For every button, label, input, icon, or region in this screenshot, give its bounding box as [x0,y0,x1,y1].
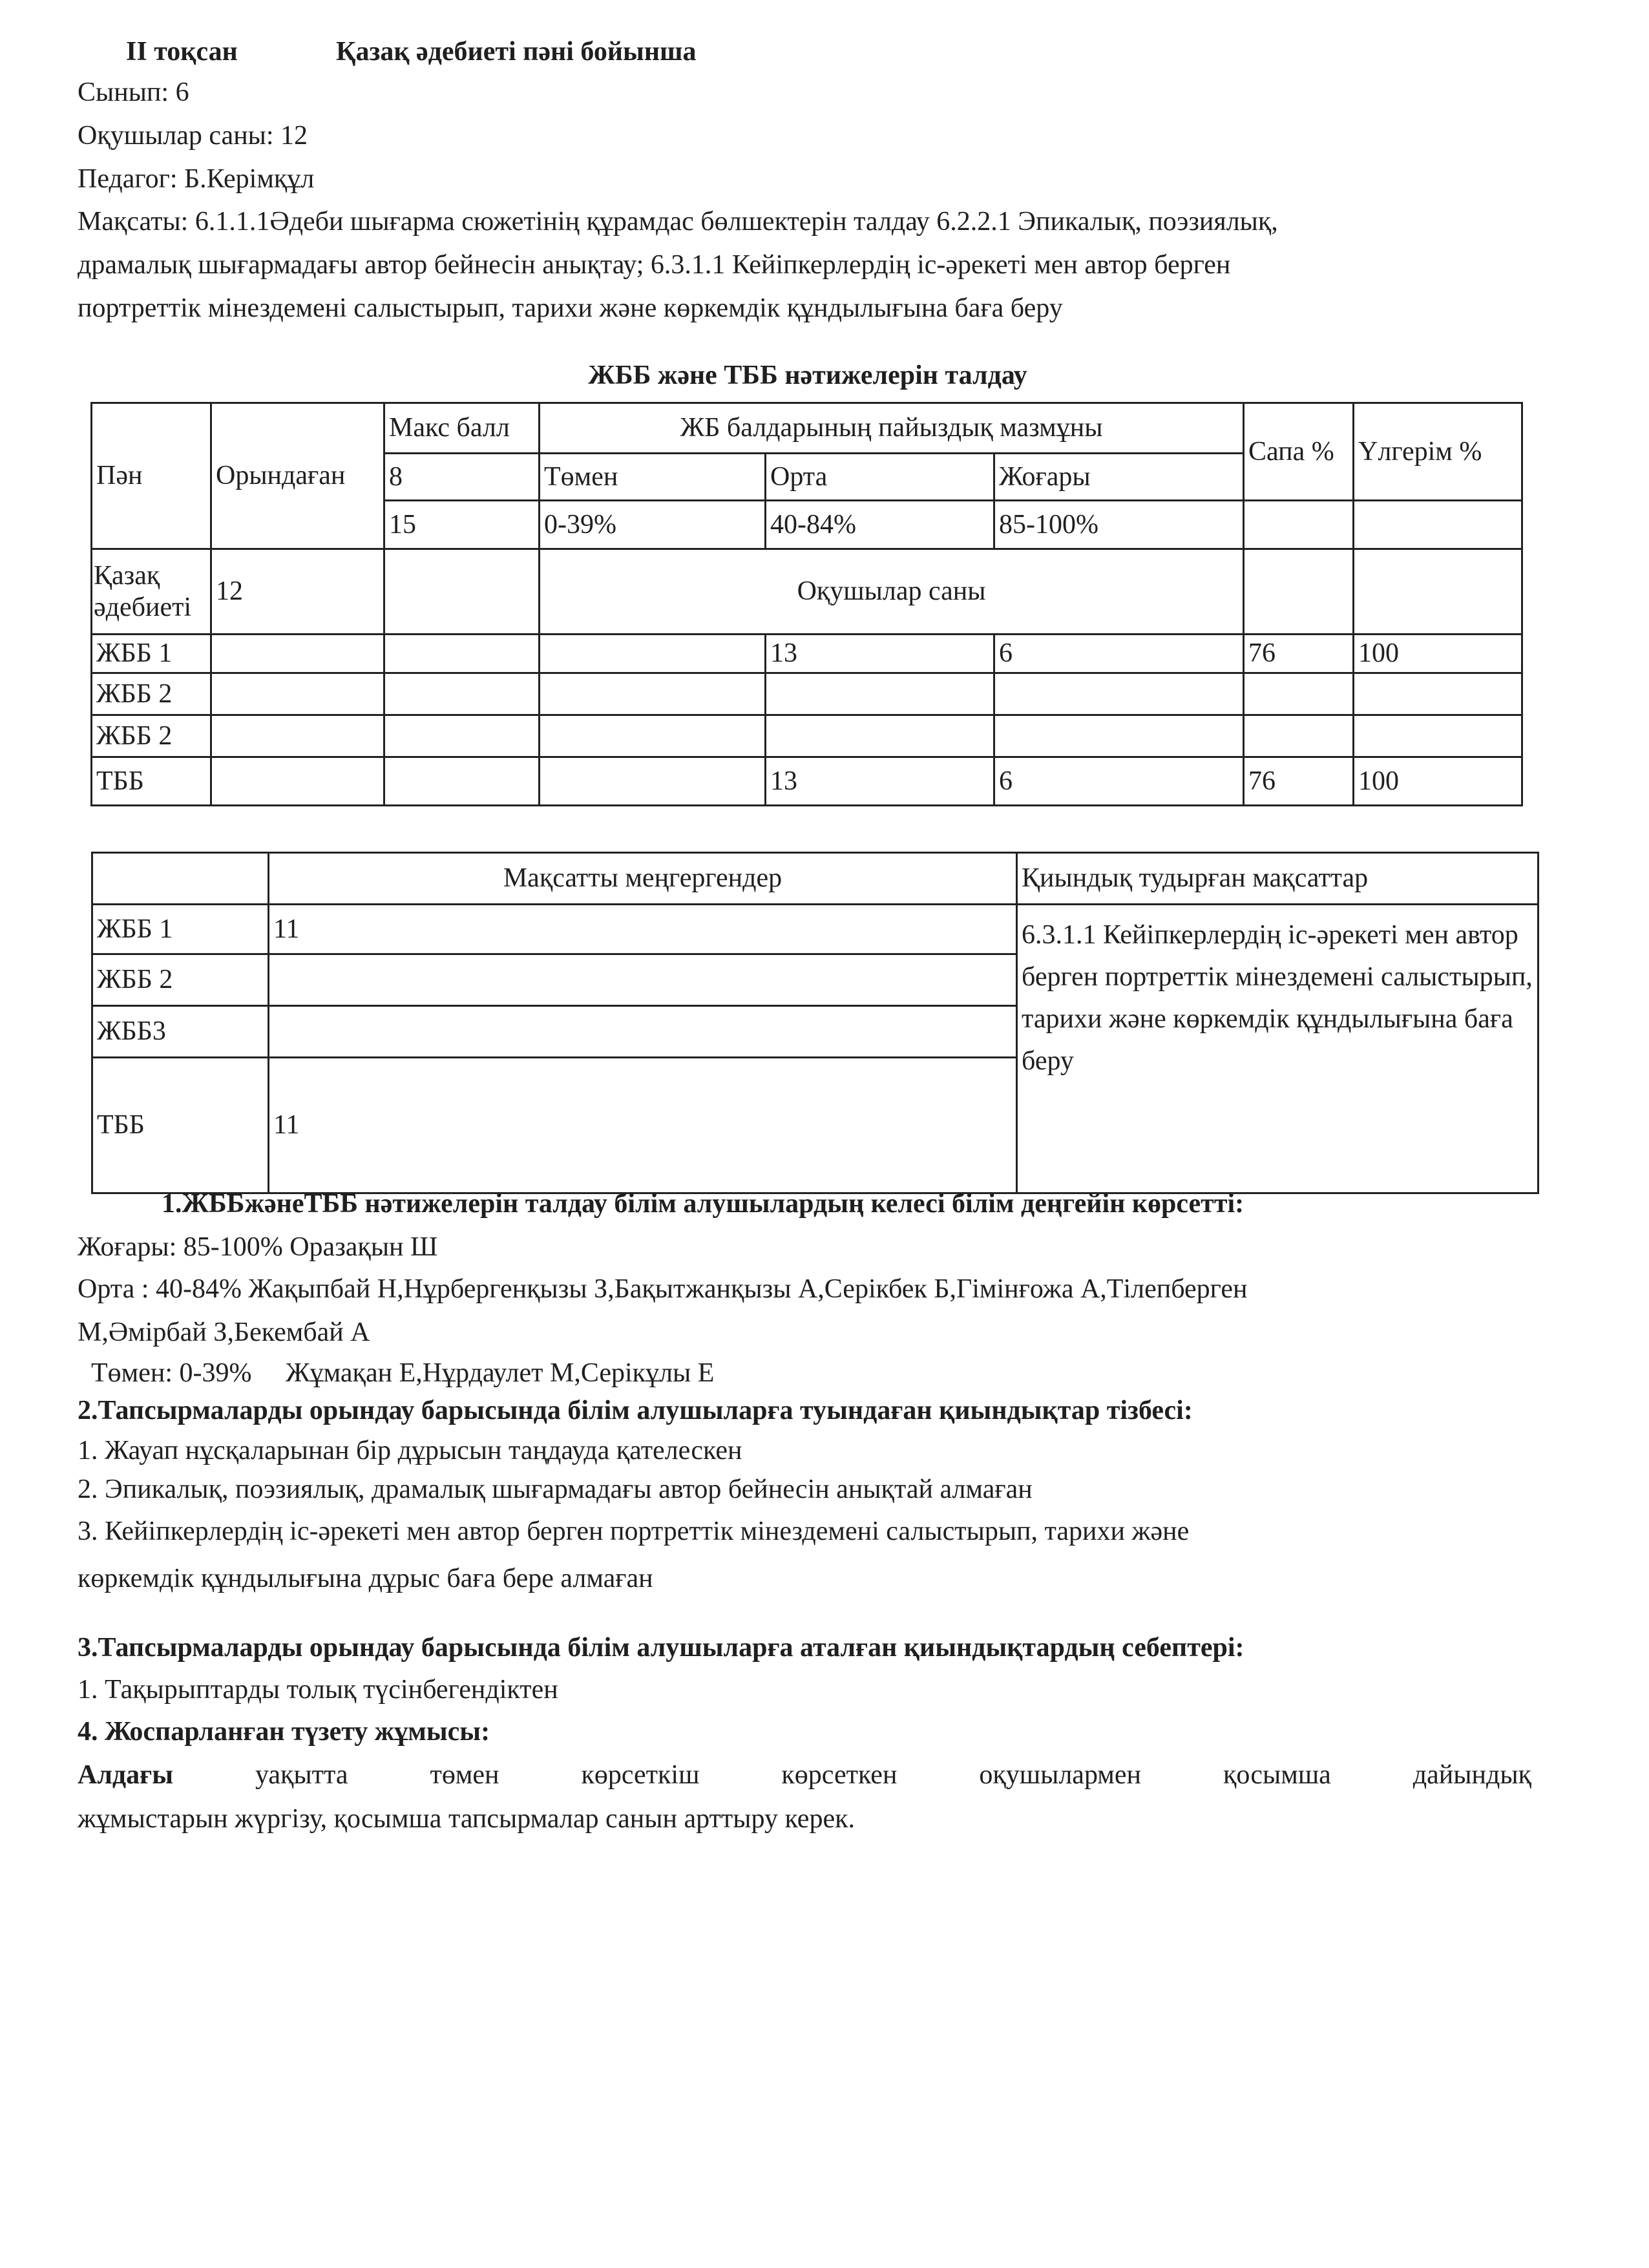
row-name: ТББ [92,757,211,806]
row-mid: 13 [766,757,994,806]
quarter-title: II тоқсан [126,37,238,67]
correction-word: көрсеткен [781,1760,898,1790]
row-performed [211,673,384,715]
row-quality: 76 [1244,635,1354,673]
students-count-cell: Оқушылар саны [540,549,1244,635]
row-name: ЖББ 2 [92,954,269,1006]
row-mid: 13 [766,635,994,673]
results-table [90,402,1523,806]
max-score-tbb: 15 [384,501,540,549]
subject-quality-blank [1244,549,1354,635]
high-range: 85-100% [994,501,1244,549]
header-progress: Үлгерім % [1354,403,1522,501]
difficulty-item-1: 1. Жауап нұсқаларынан бір дұрысын таңдауда қателескен [78,1436,742,1465]
correction-word: көрсеткіш [581,1760,700,1790]
max-score-jbb: 8 [384,454,540,501]
row-name: ЖББ3 [92,1006,269,1058]
section2-title: 2.Тапсырмаларды орындау барысында білім алушыларға туындаған қиындықтар тізбесі: [78,1396,1193,1425]
goals-line-3: портреттік мінездемені салыстырып, тарихи және көркемдік құндылығына баға беру [78,293,1063,323]
row-progress: 100 [1354,757,1522,806]
header-subject: Пән [92,403,211,549]
level-low: Төмен: 0-39% Жұмақан Е,Нұрдаулет М,Серікұлы Е [78,1358,715,1388]
header-difficult: Қиындық тудырған мақсаттар [1017,853,1539,905]
low-range: 0-39% [540,501,766,549]
students-count-label: Оқушылар саны: 12 [78,121,308,151]
row-max [384,635,540,673]
table-row [92,673,1522,715]
row-low [540,757,766,806]
row-max [384,757,540,806]
row-progress [1354,673,1522,715]
header-percent-content: ЖБ балдарының пайыздық мазмұны [540,403,1244,454]
row-mastered [269,1006,1017,1058]
row-low [540,673,766,715]
row-performed [211,635,384,673]
subject-title: Қазақ әдебиеті пәні бойынша [336,37,697,67]
quality-blank [1244,501,1354,549]
header-high: Жоғары [994,454,1244,501]
header-max-score: Макс балл [384,403,540,454]
table-row [92,715,1522,757]
correction-word: қосымша [1223,1760,1331,1790]
section4-title: 4. Жоспарланған түзету жұмысы: [78,1717,490,1747]
difficult-goal-text: 6.3.1.1 Кейіпкерлердің іс-әрекеті мен автор берген портреттік мінездемені салыстырып, тарихи және көркемдік құндылығына баға беру [1017,905,1539,1193]
row-mid [766,715,994,757]
correction-word: уақытта [255,1760,348,1790]
header-performed: Орындаған [211,403,384,549]
row-quality: 76 [1244,757,1354,806]
row-mastered: 11 [269,1058,1017,1193]
difficulty-item-2: 2. Эпикалық, поэзиялық, драмалық шығармадағы автор бейнесін анықтай алмаған [78,1475,1033,1504]
correction-line-2: жұмыстарын жүргізу, қосымша тапсырмалар санын арттыру керек. [78,1804,855,1834]
header-low: Төмен [540,454,766,501]
reason-item-1: 1. Тақырыптарды толық түсінбегендіктен [78,1675,558,1705]
row-low [540,715,766,757]
subject-progress-blank [1354,549,1522,635]
level-high: Жоғары: 85-100% Оразақын Ш [78,1232,438,1262]
subject-performed: 12 [211,549,384,635]
section3-title: 3.Тапсырмаларды орындау барысында білім алушыларға аталған қиындықтардың себептері: [78,1633,1245,1663]
level-mid-line-2: М,Әмірбай З,Бекембай А [78,1318,370,1347]
section1-title: 1.ЖББжәнеТББ нәтижелерін талдау білім алушылардың келесі білім деңгейін көрсетті: [162,1189,1245,1219]
row-high [994,673,1244,715]
row-max [384,673,540,715]
row-name: ЖББ 2 [92,715,211,757]
header-mastered: Мақсатты меңгергендер [269,853,1017,905]
subject-max-blank [384,549,540,635]
row-mid [766,673,994,715]
row-name: ТББ [92,1058,269,1193]
row-performed [211,715,384,757]
teacher-label: Педагог: Б.Керімқұл [78,164,315,194]
subject-name: Қазақ әдебиеті [92,549,211,635]
row-mastered: 11 [269,905,1017,954]
table-row [92,757,1522,806]
correction-word: төмен [430,1760,499,1790]
goals-line-2: драмалық шығармадағы автор бейнесін анықтау; 6.3.1.1 Кейіпкерлердің іс-әрекеті мен автор берген [78,250,1231,280]
header-blank [92,853,269,905]
row-performed [211,757,384,806]
table-row [92,635,1522,673]
difficulty-item-3-line-1: 3. Кейіпкерлердің іс-әрекеті мен автор берген портреттік мінездемені салыстырып, тарихи және [78,1517,1190,1546]
difficulty-item-3-line-2: көркемдік құндылығына дұрыс баға бере алмаған [78,1564,653,1593]
progress-blank [1354,501,1522,549]
goals-mastery-table [91,852,1539,1194]
row-name: ЖББ 2 [92,673,211,715]
mid-range: 40-84% [766,501,994,549]
row-max [384,715,540,757]
correction-word: оқушылармен [979,1760,1142,1790]
row-progress [1354,715,1522,757]
row-name: ЖББ 1 [92,635,211,673]
row-quality [1244,715,1354,757]
row-progress: 100 [1354,635,1522,673]
row-mastered [269,954,1017,1006]
table1-caption: ЖББ және ТББ нәтижелерін талдау [588,361,1027,390]
row-high: 6 [994,635,1244,673]
correction-lead: Алдағы [78,1760,174,1790]
table-row [92,905,1539,954]
class-label: Сынып: 6 [78,78,189,107]
header-mid: Орта [766,454,994,501]
row-high: 6 [994,757,1244,806]
correction-word: дайындық [1413,1760,1531,1790]
goals-line-1: Мақсаты: 6.1.1.1Әдеби шығарма сюжетінің құрамдас бөлшектерін талдау 6.2.2.1 Эпикалық, поэзиялық, [78,207,1278,236]
row-name: ЖББ 1 [92,905,269,954]
header-quality: Сапа % [1244,403,1354,501]
row-low [540,635,766,673]
correction-line-1 [78,1759,1531,1791]
level-mid-line-1: Орта : 40-84% Жақыпбай Н,Нұрбергенқызы З,Бақытжанқызы А,Серікбек Б,Гімінғожа А,Тілепберген [78,1274,1248,1304]
row-quality [1244,673,1354,715]
row-high [994,715,1244,757]
